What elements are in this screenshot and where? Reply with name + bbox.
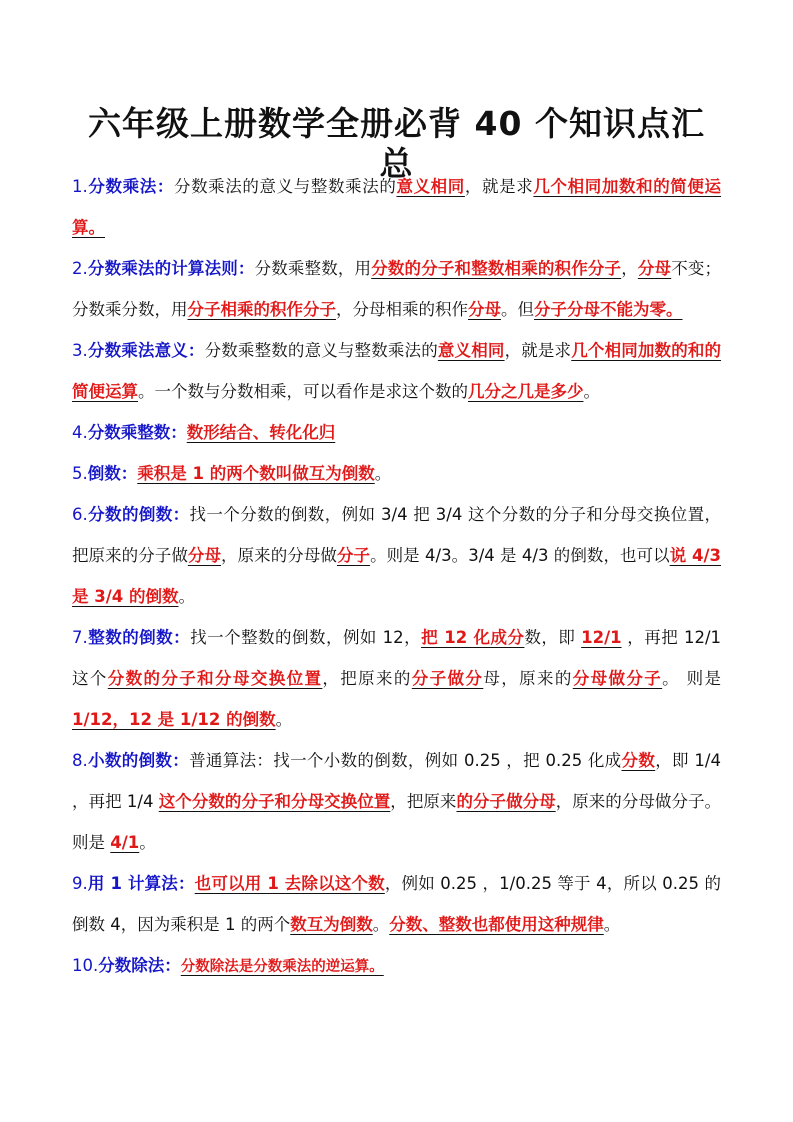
item-number: 6. — [72, 505, 88, 524]
body-text: 普通算法：找一个小数的倒数，例如 0.25 ，把 0.25 化成 — [189, 751, 622, 770]
body-text: ，即 1/4 ，再把 1/4 — [72, 751, 721, 811]
item-number: 9. — [72, 874, 88, 893]
key-phrase-highlight: 数互为倒数 — [290, 915, 373, 934]
body-text: ，就是求 — [504, 341, 572, 360]
body-text: ，把原来的 — [322, 669, 412, 688]
knowledge-point-10 — [72, 945, 721, 988]
body-text: 。则是 4/3。3/4 是 4/3 的倒数，也可以 — [370, 546, 670, 565]
body-text: 。 — [583, 382, 600, 401]
key-phrase-highlight: 分母做分子 — [572, 669, 663, 688]
body-text: ，原来的分母做分子。则是 — [72, 792, 722, 852]
knowledge-point-5 — [72, 453, 721, 494]
item-number: 7. — [72, 628, 88, 647]
key-phrase-highlight: 说 4/3 是 3/4 的倒数 — [72, 546, 722, 606]
body-text: 。但 — [501, 300, 534, 319]
item-heading: 分数乘法的计算法则： — [87, 259, 255, 278]
body-text: ，就是求 — [464, 177, 534, 196]
item-number: 2. — [72, 259, 88, 278]
body-text: ，分母相乘的积作 — [336, 300, 468, 319]
key-phrase-highlight: 意义相同 — [437, 341, 505, 360]
key-phrase-highlight: 分子相乘的积作分子 — [187, 300, 336, 319]
key-phrase-highlight: 几个相同加数和的简便运算。 — [72, 177, 722, 237]
knowledge-point-9 — [72, 863, 721, 945]
item-number: 4. — [72, 423, 88, 442]
key-phrase-highlight: 1/12，12 是 1/12 的倒数 — [72, 710, 276, 729]
knowledge-point-1 — [72, 166, 721, 248]
key-phrase-highlight: 12/1 — [581, 628, 622, 647]
key-phrase-highlight: 分数的分子和整数相乘的积作分子 — [371, 259, 622, 278]
item-heading: 小数的倒数： — [87, 751, 190, 770]
body-text: ，例如 0.25 ，1/0.25 等于 4，所以 0.25 的倒数 4，因为乘积是 1 的两个 — [72, 874, 721, 934]
body-text: 母，原来的 — [483, 669, 573, 688]
key-phrase-highlight: 分数的分子和分母交换位置 — [107, 669, 323, 688]
item-number: 3. — [72, 341, 88, 360]
key-phrase-highlight: 意义相同 — [396, 177, 465, 196]
key-phrase-highlight: 分子 — [336, 546, 371, 565]
knowledge-point-list — [72, 166, 721, 988]
body-text: 。 — [275, 710, 293, 729]
body-text: ，原来的分母做 — [221, 546, 337, 565]
item-heading: 分数的倒数： — [87, 505, 190, 524]
item-number: 10. — [72, 956, 99, 975]
body-text: 分数乘整数的意义与整数乘法的 — [204, 341, 438, 360]
body-text: 找一个分数的倒数，例如 3/4 把 3/4 这个分数的分子和分母交换位置，把原来的分子做 — [72, 505, 722, 565]
body-text: ， — [621, 259, 638, 278]
knowledge-point-6 — [72, 494, 721, 617]
item-heading: 分数乘法意义： — [87, 341, 205, 360]
body-text: 分数乘法的意义与整数乘法的 — [173, 177, 397, 196]
item-heading: 倒数： — [87, 464, 138, 483]
body-text: 。一个数与分数相乘，可以看作是求这个数的 — [138, 382, 468, 401]
body-text: 找一个整数的倒数，例如 12， — [190, 628, 422, 647]
key-phrase-highlight: 分数除法是分数乘法的逆运算。 — [180, 959, 384, 975]
key-phrase-highlight: 把 12 化成分 — [421, 628, 525, 647]
key-phrase-highlight: 也可以用 1 去除以这个数 — [194, 874, 385, 893]
key-phrase-highlight: 几个相同加数的和的简便运算 — [72, 341, 722, 401]
body-text: 。 — [603, 915, 621, 934]
knowledge-point-2 — [72, 248, 721, 330]
body-text: ，把原来 — [390, 792, 457, 811]
key-phrase-highlight: 分数、整数也都使用这种规律 — [389, 915, 604, 934]
key-phrase-highlight: 分数 — [621, 751, 656, 770]
knowledge-point-3 — [72, 330, 721, 412]
key-phrase-highlight: 分母 — [468, 300, 501, 319]
knowledge-point-7 — [72, 617, 721, 740]
body-text: 。 — [372, 915, 390, 934]
key-phrase-highlight: 数形结合、转化化归 — [186, 423, 336, 442]
key-phrase-highlight: 分母 — [187, 546, 222, 565]
body-text: 分数乘整数，用 — [254, 259, 372, 278]
key-phrase-highlight: 分母 — [637, 259, 672, 278]
body-text: ，再把 12/1 这个 — [72, 628, 722, 688]
item-number: 8. — [72, 751, 88, 770]
key-phrase-highlight: 几分之几是多少 — [468, 382, 584, 401]
body-text: 。 则是 — [662, 669, 722, 688]
key-phrase-highlight: 分子分母不能为零。 — [534, 300, 683, 319]
page-title: 六年级上册数学全册必背 40 个知识点汇总 — [88, 104, 705, 183]
item-number: 1. — [72, 177, 88, 196]
knowledge-point-4 — [72, 412, 721, 453]
key-phrase-highlight: 这个分数的分子和分母交换位置 — [158, 792, 391, 811]
key-phrase-highlight: 分子做分 — [411, 669, 484, 688]
item-number: 5. — [72, 464, 88, 483]
item-heading: 分数乘整数： — [87, 423, 187, 442]
body-text: 不变；分数乘分数，用 — [72, 259, 722, 319]
body-text: 。 — [178, 587, 195, 606]
item-heading: 分数乘法： — [87, 177, 174, 196]
knowledge-point-8 — [72, 740, 721, 863]
body-text: 数，即 — [524, 628, 582, 647]
key-phrase-highlight: 的分子做分母 — [456, 792, 556, 811]
item-heading: 用 1 计算法： — [87, 874, 195, 893]
body-text: 。 — [374, 464, 392, 483]
key-phrase-highlight: 4/1 — [110, 833, 140, 852]
item-heading: 整数的倒数： — [87, 628, 191, 647]
body-text: 。 — [139, 833, 156, 852]
item-heading: 分数除法： — [98, 956, 181, 975]
key-phrase-highlight: 乘积是 1 的两个数叫做互为倒数 — [137, 464, 375, 483]
